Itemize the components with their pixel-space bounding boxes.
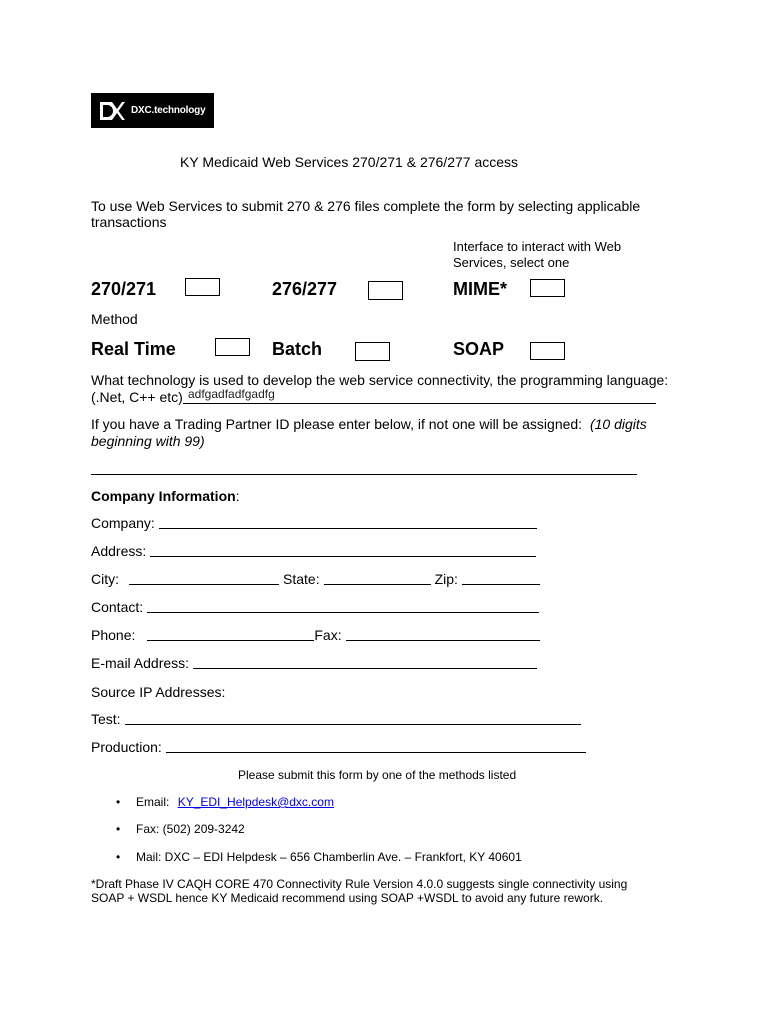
- company-label: Company:: [91, 515, 155, 531]
- intro-line-2: transactions: [91, 214, 167, 230]
- company-info-heading-text: Company Information: [91, 488, 236, 504]
- source-ip-label: Source IP Addresses:: [91, 684, 226, 700]
- phone-input[interactable]: [147, 626, 314, 641]
- contact-row: [91, 598, 539, 615]
- mime-label: MIME*: [453, 279, 507, 299]
- interface-note-line-1: Interface to interact with Web: [453, 239, 622, 254]
- bullet-icon: •: [116, 795, 121, 809]
- email-input[interactable]: [193, 654, 537, 669]
- method-label: Method: [91, 311, 138, 327]
- city-label: City:: [91, 571, 119, 587]
- fax-method: Fax: (502) 209-3242: [136, 822, 245, 836]
- bullet-icon: •: [116, 822, 121, 836]
- batch-checkbox[interactable]: [355, 342, 390, 361]
- city-row: [91, 570, 540, 587]
- phone-row: [91, 626, 540, 643]
- company-info-heading: [91, 488, 240, 504]
- state-input[interactable]: [324, 570, 431, 585]
- logo-text: DXC.technology: [131, 105, 206, 116]
- bullet-icon: •: [116, 850, 121, 864]
- mail-method: Mail: DXC – EDI Helpdesk – 656 Chamberlin Ave. – Frankfort, KY 40601: [136, 850, 522, 864]
- soap-checkbox[interactable]: [530, 342, 565, 360]
- dxc-logo: [91, 93, 214, 128]
- production-ip-input[interactable]: [166, 738, 586, 753]
- interface-note-line-2: Services, select one: [453, 255, 570, 270]
- address-label: Address:: [91, 543, 147, 559]
- contact-input[interactable]: [147, 598, 539, 613]
- phone-label: Phone:: [91, 627, 136, 643]
- footnote-line-2: SOAP + WSDL hence KY Medicaid recommend using SOAP +WSDL to avoid any future rework.: [91, 891, 604, 905]
- technology-question: What technology is used to develop the web service connectivity, the programming language:: [91, 372, 669, 388]
- trading-partner-hint-1: (10 digits: [589, 416, 647, 432]
- footnote-line-1: *Draft Phase IV CAQH CORE 470 Connectivity Rule Version 4.0.0 suggests single connectivity using: [91, 877, 628, 891]
- batch-label: Batch: [272, 339, 323, 359]
- email-row: [91, 654, 537, 671]
- transaction-270-label: 270/271: [91, 279, 157, 299]
- form-title: KY Medicaid Web Services 270/271 & 276/277 access: [180, 154, 519, 170]
- technology-examples: (.Net, C++ etc): [91, 389, 183, 405]
- intro-line-1: To use Web Services to submit 270 & 276 files complete the form by selecting applicable: [91, 198, 641, 214]
- realtime-checkbox[interactable]: [215, 338, 250, 356]
- trading-partner-id-input[interactable]: [91, 474, 637, 475]
- company-input[interactable]: [159, 514, 537, 529]
- email-label: E-mail Address:: [91, 655, 190, 671]
- email-link[interactable]: KY_EDI_Helpdesk@dxc.com: [177, 795, 334, 809]
- test-ip-label: Test:: [91, 711, 121, 727]
- email-method-label: Email:: [136, 795, 170, 809]
- company-info-heading-colon: :: [235, 488, 240, 504]
- state-label: State:: [283, 571, 320, 587]
- transaction-270-checkbox[interactable]: [185, 278, 220, 296]
- trading-partner-line: [91, 416, 647, 432]
- production-ip-label: Production:: [91, 739, 162, 755]
- zip-input[interactable]: [462, 570, 540, 585]
- transaction-276-checkbox[interactable]: [368, 281, 403, 300]
- technology-input[interactable]: adfgadfadfgadfg: [188, 387, 275, 401]
- transaction-276-label: 276/277: [272, 279, 338, 299]
- email-method: [136, 795, 334, 810]
- company-row: [91, 514, 537, 531]
- city-input[interactable]: [129, 570, 279, 585]
- soap-label: SOAP: [453, 339, 505, 359]
- technology-field-line: [183, 403, 656, 404]
- contact-label: Contact:: [91, 599, 144, 615]
- address-row: [91, 542, 536, 559]
- realtime-label: Real Time: [91, 339, 176, 359]
- address-input[interactable]: [150, 542, 536, 557]
- mime-checkbox[interactable]: [530, 279, 565, 297]
- production-ip-row: [91, 738, 586, 755]
- trading-partner-hint-2: beginning with 99): [91, 433, 205, 449]
- test-ip-row: [91, 710, 581, 727]
- fax-input[interactable]: [346, 626, 540, 641]
- fax-label: Fax:: [314, 627, 342, 643]
- submit-note: Please submit this form by one of the methods listed: [238, 768, 517, 782]
- test-ip-input[interactable]: [125, 710, 581, 725]
- zip-label: Zip:: [434, 571, 458, 587]
- dxc-logo-icon: [99, 100, 125, 122]
- trading-partner-question: If you have a Trading Partner ID please enter below, if not one will be assigned:: [91, 416, 583, 432]
